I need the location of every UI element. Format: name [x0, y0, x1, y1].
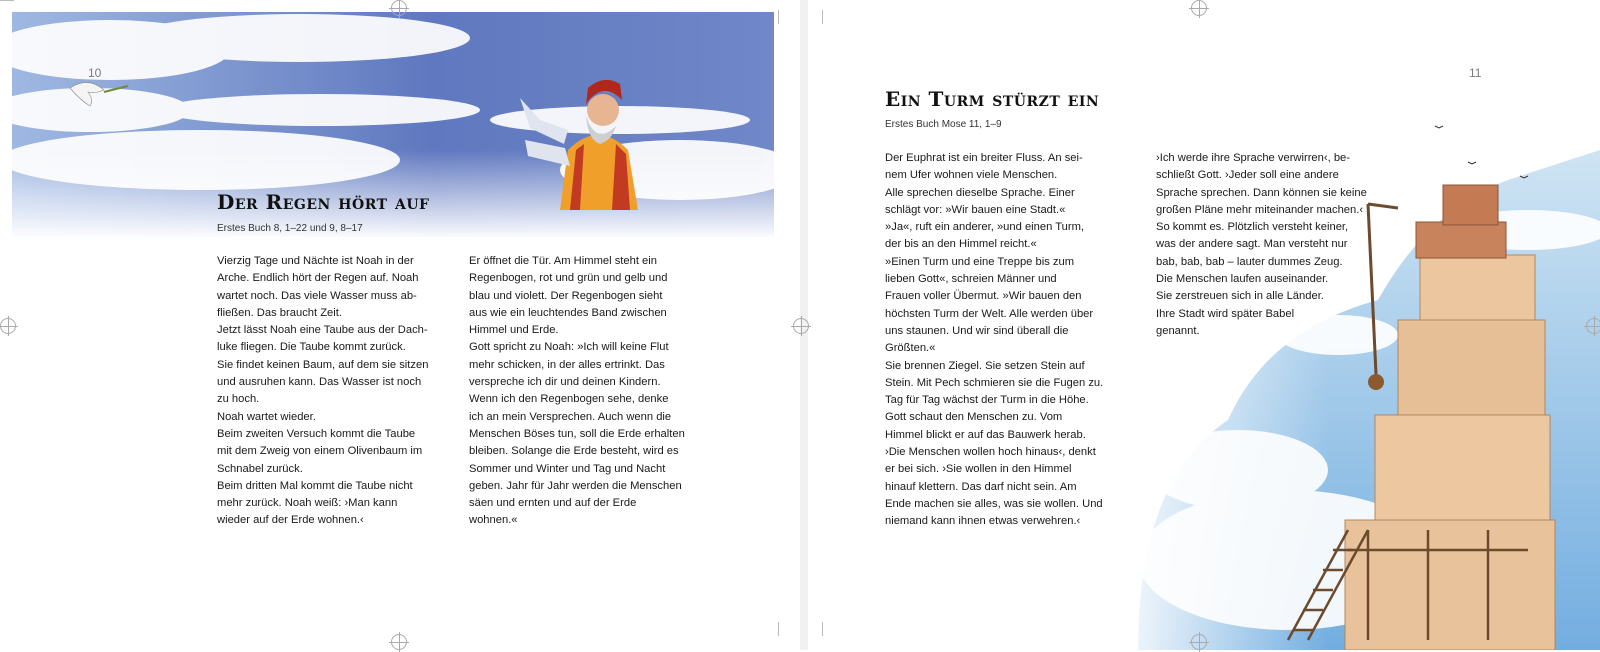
page-number: 11 [1469, 66, 1482, 80]
text-line: ›Ich werde ihre Sprache verwirren‹, be- [1156, 152, 1350, 164]
basket-icon [1368, 374, 1384, 390]
registration-mark [1191, 634, 1207, 650]
text-line: Arche. Endlich hört der Regen auf. Noah [217, 272, 419, 285]
bible-reference: Erstes Buch Mose 11, 1–9 [885, 119, 1002, 130]
text-line: Sie zerstreuen sich in alle Länder. [1156, 290, 1324, 303]
text-column-1 [885, 150, 1103, 531]
text-line: Sprache sprechen. Dann können sie keine [1156, 186, 1367, 199]
text-line: Tag für Tag wächst der Turm in die Höhe. [885, 394, 1089, 407]
text-line: niemand kann ihnen etwas verwehren.‹ [885, 515, 1081, 528]
text-line: Alle sprechen dieselbe Sprache. Einer [885, 186, 1075, 199]
crop-mark [778, 10, 779, 24]
text-line: Schnabel zurück. [217, 462, 303, 475]
text-line: mit dem Zweig von einem Olivenbaum im [217, 445, 423, 458]
text-column-1 [217, 253, 428, 530]
text-line: höchsten Turm der Welt. Alle werden über [885, 307, 1094, 320]
text-line: Jetzt lässt Noah eine Taube aus der Dach- [217, 324, 428, 337]
registration-mark [391, 0, 407, 16]
text-line: genannt. [1156, 324, 1200, 337]
text-line: und ausruhen kann. Das Wasser ist noch [217, 376, 422, 389]
text-line: aus wie ein leuchtendes Band zwischen [469, 306, 667, 319]
text-line: wartet noch. Das viele Wasser muss ab- [217, 289, 417, 302]
text-line: fließen. Das braucht Zeit. [217, 306, 342, 319]
text-line: säen und ernten und auf der Erde [469, 497, 637, 510]
text-line: er bei sich. ›Sie wollen in den Himmel [885, 463, 1072, 476]
registration-mark [1191, 0, 1207, 16]
text-line: bab, bab, bab – lauter dummes Zeug. [1156, 255, 1343, 268]
text-line: mehr schicken, in der alles ertrinkt. Das [469, 358, 665, 371]
text-column-2 [469, 253, 685, 530]
text-line: luke fliegen. Die Taube kommt zurück. [217, 341, 406, 354]
text-line: mehr zurück. Noah weiß: ›Man kann [217, 497, 398, 510]
text-line: Sommer und Winter und Tag und Nacht [469, 462, 666, 475]
text-line: zu hoch. [217, 393, 260, 406]
text-line: was der andere sagt. Man versteht nur [1156, 238, 1348, 251]
text-line: Beim zweiten Versuch kommt die Taube [217, 427, 416, 440]
text-line: blau und violett. Der Regenbogen sieht [469, 289, 663, 302]
chapter-title: Der Regen hört auf [217, 190, 430, 214]
registration-mark [391, 634, 407, 650]
text-line: Er öffnet die Tür. Am Himmel steht ein [469, 255, 657, 267]
text-line: schlägt vor: »Wir bauen eine Stadt.« [885, 203, 1066, 216]
left-page [0, 0, 800, 650]
text-line: hinauf klettern. Das darf nicht sein. Am [885, 480, 1077, 493]
text-line: So kommt es. Plötzlich versteht keiner, [1156, 221, 1349, 234]
text-line: Noah wartet wieder. [217, 410, 316, 423]
text-line: Gott schaut den Menschen zu. Vom [885, 411, 1063, 424]
registration-mark [793, 318, 809, 334]
text-line: »Einen Turm und eine Treppe bis zum [885, 255, 1075, 268]
text-line: Vierzig Tage und Nächte ist Noah in der [217, 255, 414, 267]
text-line: Ende machen sie alles, was sie wollen. Und [885, 497, 1103, 510]
text-line: Sie brennen Ziegel. Sie setzen Stein auf [885, 359, 1085, 372]
registration-mark [1586, 318, 1600, 334]
text-line: wieder auf der Erde wohnen.‹ [217, 514, 364, 527]
text-line: großen Pläne mehr miteinander machen.‹ [1156, 203, 1364, 216]
crop-mark [822, 622, 823, 636]
text-line: Die Menschen laufen auseinander. [1156, 273, 1329, 286]
text-line: Gott spricht zu Noah: »Ich will keine Flut [469, 341, 669, 354]
birds [1435, 126, 1528, 178]
text-line: Himmel blickt er auf das Bauwerk herab. [885, 428, 1086, 441]
text-line: Frauen voller Übermut. »Wir bauen den [885, 290, 1082, 303]
text-line: schließt Gott. ›Jeder soll eine andere [1156, 169, 1339, 182]
tower-of-babel [1345, 185, 1555, 650]
crop-mark [778, 622, 779, 636]
text-line: Menschen Böses tun, soll die Erde erhalten [469, 427, 685, 440]
text-line: Stein. Mit Pech schmieren sie die Fugen zu. [885, 376, 1104, 389]
text-line: wohnen.« [469, 514, 518, 527]
text-line: Himmel und Erde. [469, 324, 559, 337]
text-line: ›Die Menschen wollen hoch hinaus‹, denkt [885, 446, 1096, 459]
crop-mark [822, 10, 823, 24]
text-line: verspreche ich dir und deinen Kindern. [469, 376, 661, 389]
text-line: geben. Jahr für Jahr werden die Menschen [469, 479, 682, 492]
text-line: bleiben. Solange die Erde besteht, wird es [469, 445, 679, 458]
page-number: 10 [88, 66, 102, 80]
text-line: »Ja«, ruft ein anderer, »und einen Turm, [885, 221, 1085, 234]
text-line: uns staunen. Und wir sind überall die [885, 324, 1069, 337]
right-page [808, 0, 1600, 650]
text-line: Sie findet keinen Baum, auf dem sie sitzen [217, 358, 429, 371]
text-line: Wenn ich den Regenbogen sehe, denke [469, 393, 669, 406]
bible-reference: Erstes Buch 8, 1–22 und 9, 8–17 [217, 223, 363, 234]
text-line: nem Ufer wohnen viele Menschen. [885, 169, 1058, 182]
registration-mark [0, 318, 16, 334]
text-line: Beim dritten Mal kommt die Taube nicht [217, 479, 413, 492]
text-line: Ihre Stadt wird später Babel [1156, 307, 1295, 320]
crop-mark [0, 0, 14, 1]
text-line: Regenbogen, rot und grün und gelb und [469, 272, 668, 285]
text-line: ich an mein Versprechen. Auch wenn die [469, 410, 672, 423]
text-line: der bis an den Himmel reicht.« [885, 238, 1037, 251]
text-line: Größten.« [885, 342, 936, 355]
text-line: lieben Gott«, schreien Männer und [885, 273, 1057, 286]
text-column-2 [1156, 150, 1367, 340]
chapter-title: Ein Turm stürzt ein [885, 87, 1100, 111]
text-line: Der Euphrat ist ein breiter Fluss. An sei- [885, 152, 1083, 164]
